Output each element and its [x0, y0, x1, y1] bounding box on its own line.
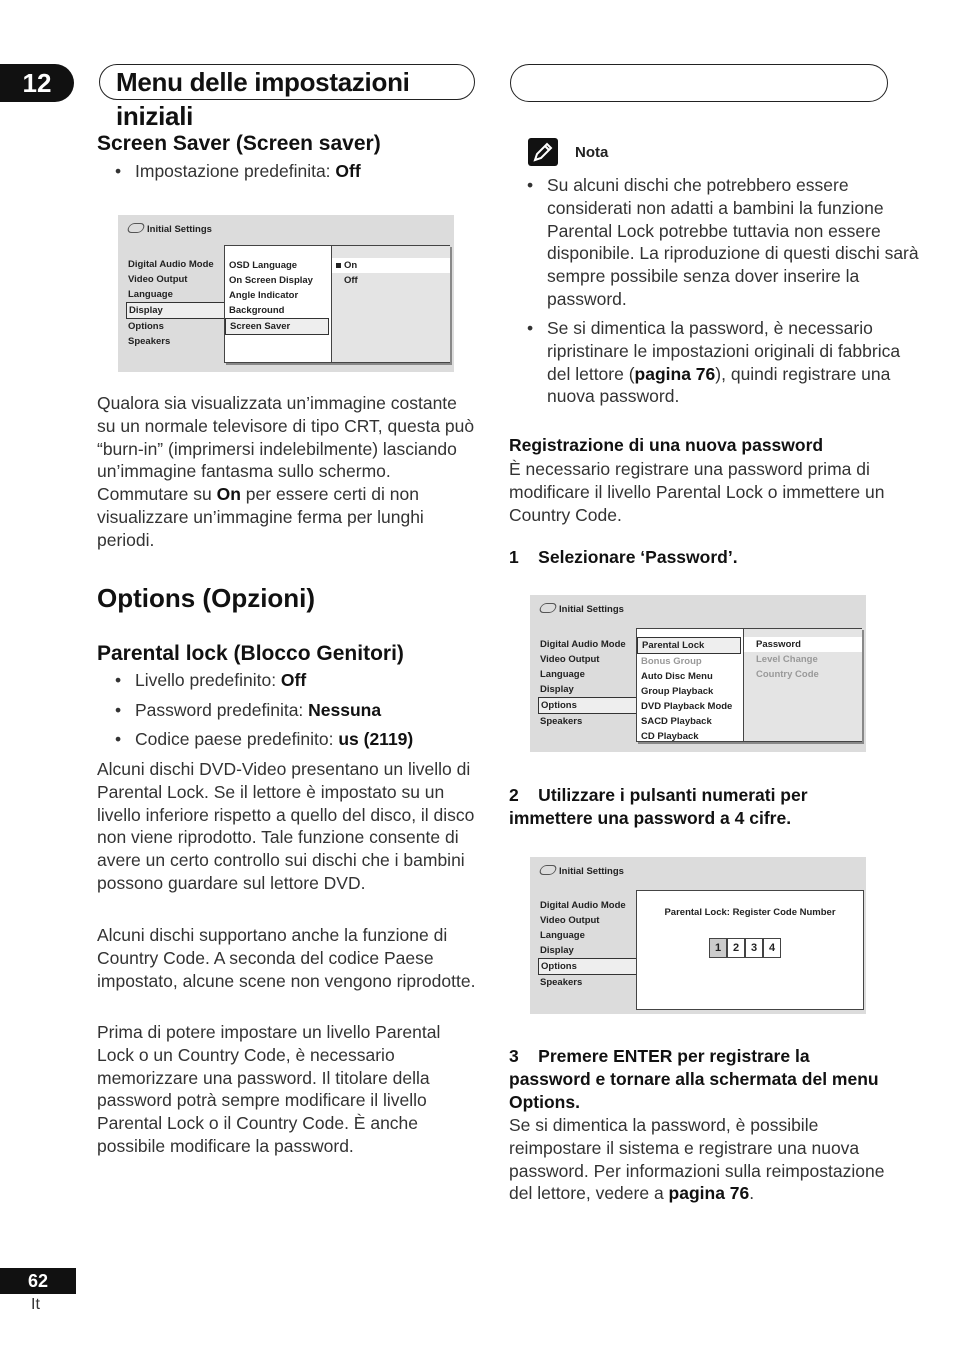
screen1-menu [126, 257, 226, 349]
note-bullet-1: • Su alcuni dischi che potrebbero essere considerati non adatti a bambini la funzione Parental Lock potrebbe tuttavia non essere disponibile. La riproduzione di questi dischi sarà sempre possibile senza dover inserire la password. [509, 174, 927, 311]
submenu-item-selected: Screen Saver [225, 318, 329, 335]
screen-saver-osd [118, 215, 454, 372]
options-paragraph-1: Alcuni dischi DVD-Video presentano un livello di Parental Lock. Se il lettore è impostato su un livello inferiore rispetto a quello del disco, il disco non viene riprodotto. Tale funzione consente di avere un certo controllo sui dischi che i bambini possono guardare sul lettore DVD. [97, 759, 475, 893]
menu-item: Language [128, 289, 173, 300]
value-on: On [332, 258, 450, 273]
options-paragraph-2: Alcuni dischi supportano anche la funzione di Country Code. A seconda del codice Paese impostato, alcune scene non vengono riprodotte. [97, 925, 476, 991]
menu-item: Digital Audio Mode [540, 639, 626, 650]
code-digit: 2 [727, 938, 745, 958]
menu-item: Language [540, 669, 585, 680]
page-number: 62 [0, 1268, 76, 1294]
password-code-entry [709, 938, 781, 960]
value-off: Off [344, 275, 358, 286]
default-level-bullet: • Livello predefinito: Off [97, 669, 515, 692]
code-digit: 4 [763, 938, 781, 958]
menu-item-selected: Display [126, 302, 226, 319]
screen2-title: Initial Settings [540, 603, 624, 615]
menu-item: Display [540, 684, 574, 695]
step-3: 3 Premere ENTER per registrare la password e tornare alla schermata del menu Options. [509, 1046, 884, 1112]
register-code-panel [636, 890, 864, 1010]
register-password-heading: Registrazione di una nuova password [509, 435, 824, 455]
note-bullet-2: • Se si dimentica la password, è necessario ripristinare le impostazioni originali di fabbrica del lettore (pagina 76), quindi registrare una nuova password. [509, 317, 927, 408]
submenu-item: Angle Indicator [229, 290, 299, 301]
menu-item: Speakers [128, 336, 171, 347]
note-pencil-icon [528, 138, 558, 166]
note-label: Nota [575, 144, 609, 161]
screen3-title: Initial Settings [540, 865, 624, 877]
submenu-item: SACD Playback [641, 716, 712, 727]
menu-item: Digital Audio Mode [128, 259, 214, 270]
language-code: It [31, 1296, 40, 1313]
menu-item: Video Output [540, 654, 600, 665]
register-code-title: Parental Lock: Register Code Number [664, 907, 836, 918]
submenu-item: On Screen Display [229, 275, 313, 286]
menu-item-selected: Options [538, 697, 638, 714]
submenu-item: Auto Disc Menu [641, 671, 713, 682]
options-heading: Options (Opzioni) [97, 583, 316, 613]
register-code-osd [530, 857, 866, 1014]
default-country-bullet: • Codice paese predefinito: us (2119) [97, 728, 515, 751]
default-password-bullet: • Password predefinita: Nessuna [97, 699, 515, 722]
menu-item: Language [540, 930, 585, 941]
menu-item: Speakers [540, 716, 583, 727]
screen-saver-paragraph: Qualora sia visualizzata un’immagine costante su un normale televisore di tipo CRT, questa può “burn-in” (imprimersi indelebilmente) lasciando un’immagine fantasma sullo schermo. Commutare su On per essere certi di non visualizzare un’immagine ferma per lunghi periodi. [97, 393, 475, 550]
submenu-item: DVD Playback Mode [641, 701, 733, 712]
disc-icon [126, 223, 146, 233]
chapter-title: Menu delle impostazioni iniziali [99, 64, 475, 100]
parental-lock-heading: Parental lock (Blocco Genitori) [97, 642, 404, 665]
chapter-number-badge: 12 [0, 64, 74, 102]
menu-item: Speakers [540, 977, 583, 988]
step-2: 2 Utilizzare i pulsanti numerati per immettere una password a 4 cifre. [509, 785, 813, 828]
submenu-item: OSD Language [229, 260, 298, 271]
menu-item: Video Output [128, 274, 188, 285]
value-password: Password [744, 637, 862, 652]
screen1-submenu-panel [224, 245, 450, 363]
screen3-menu [538, 898, 638, 990]
disc-icon [538, 603, 558, 613]
submenu-item-selected: Parental Lock [637, 637, 741, 654]
screen-saver-heading: Screen Saver (Screen saver) [97, 132, 381, 155]
code-digit: 3 [745, 938, 763, 958]
screen1-title: Initial Settings [128, 223, 212, 235]
submenu-item: Background [229, 305, 285, 316]
value-level-change: Level Change [756, 654, 818, 665]
value-country-code: Country Code [756, 669, 819, 680]
menu-item: Display [540, 945, 574, 956]
screen2-submenu-panel [636, 628, 862, 742]
step-1: 1 Selezionare ‘Password’. [509, 547, 738, 567]
menu-item: Options [128, 321, 164, 332]
screen-saver-default: • Impostazione predefinita: Off [97, 160, 515, 183]
code-digit: 1 [709, 938, 727, 958]
options-paragraph-3: Prima di potere impostare un livello Parental Lock o un Country Code, è necessario memorizzare una password. Il titolare della password potrà sempre modificare il livello Parental Lock o il Country Code. È anche possibile modificare la password. [97, 1022, 441, 1156]
submenu-item: Group Playback [641, 686, 714, 697]
menu-item-selected: Options [538, 958, 638, 975]
submenu-item: CD Playback [641, 731, 699, 742]
screen2-menu [538, 637, 638, 729]
step-3-text: Se si dimentica la password, è possibile reimpostare il sistema e registrare una nuova password. Per informazioni sulla reimpostazione del lettore, vedere a pagina 76. [509, 1115, 885, 1204]
register-intro: È necessario registrare una password prima di modificare il livello Parental Lock o immettere un Country Code. [509, 459, 885, 525]
menu-item: Video Output [540, 915, 600, 926]
menu-item: Digital Audio Mode [540, 900, 626, 911]
submenu-item: Bonus Group [641, 656, 702, 667]
disc-icon [538, 865, 558, 875]
parental-lock-osd [530, 595, 866, 752]
header-empty-pill [510, 64, 888, 102]
